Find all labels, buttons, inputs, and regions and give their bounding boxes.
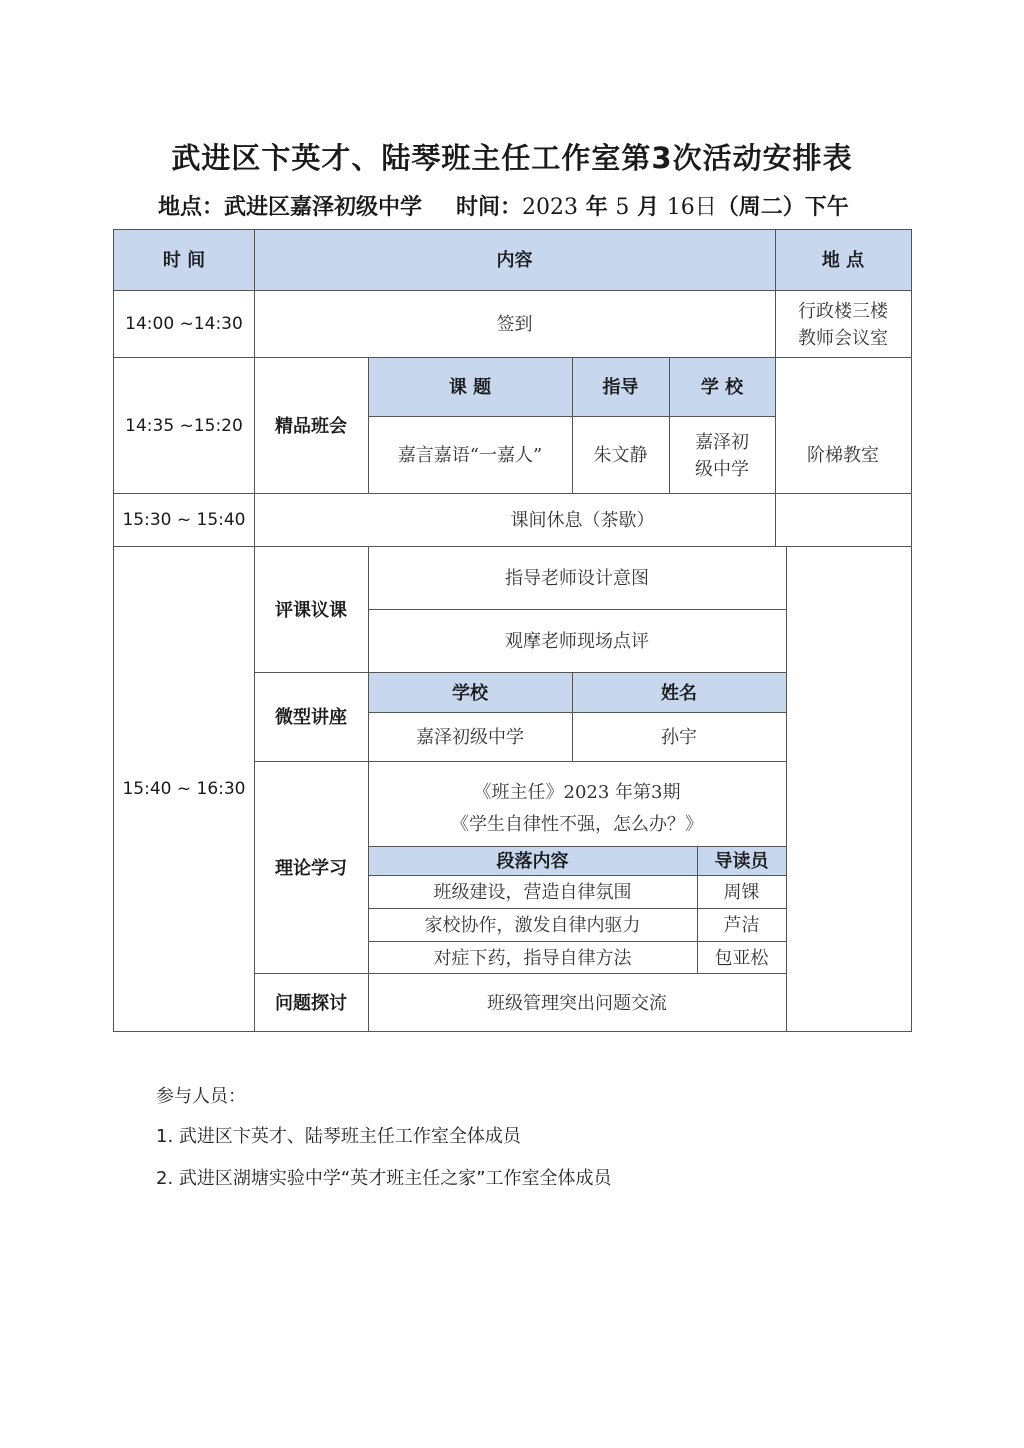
review-item-1: 指导老师设计意图 — [505, 568, 649, 589]
class-header-guide: 指导 — [572, 358, 669, 417]
year-unit: 年 — [585, 195, 608, 220]
theory-paragraph-1: 班级建设，营造自律氛围 — [433, 882, 632, 903]
checkin-time: 14:00 ~14:30 — [125, 314, 243, 334]
theory-reader-2: 芦洁 — [723, 915, 760, 936]
lecture-header-name: 姓名 — [572, 673, 786, 713]
review-label: 评课议课 — [275, 599, 347, 621]
subtitle — [158, 190, 849, 221]
class-school-line2: 级中学 — [695, 458, 749, 480]
header-time: 时 间 — [114, 230, 254, 291]
lecture-school: 嘉泽初级中学 — [416, 727, 524, 748]
break-content: 课间休息（茶歇） — [510, 510, 655, 531]
theory-line-1: 《班主任》2023 年第3期 — [473, 781, 681, 803]
review-item-2: 观摩老师现场点评 — [505, 631, 649, 652]
lecture-name: 孙宇 — [661, 727, 697, 748]
class-header-topic: 课 题 — [368, 358, 572, 417]
lecture-header-school: 学校 — [368, 673, 572, 713]
header-content: 内容 — [254, 230, 775, 291]
theory-paragraph-3: 对症下药，指导自律方法 — [433, 947, 632, 969]
day-value: 16日 — [666, 195, 717, 220]
participant-item-1: 1. 武进区卞英才、陆琴班主任工作室全体成员 — [156, 1126, 521, 1147]
class-time: 14:35 ~15:20 — [125, 415, 243, 436]
class-school — [669, 417, 775, 494]
participant-item-2: 2. 武进区湖塘实验中学“英才班主任之家”工作室全体成员 — [156, 1168, 612, 1189]
header-place: 地 点 — [775, 230, 911, 291]
month-value: 5 — [615, 195, 630, 220]
location-label: 地点： — [158, 195, 225, 220]
participants-heading: 参与人员： — [156, 1086, 246, 1107]
main-time: 15:40 ~ 16:30 — [122, 779, 246, 799]
theory-paragraph-2: 家校协作，激发自律内驱力 — [424, 915, 641, 936]
class-place: 阶梯教室 — [807, 445, 879, 466]
weekday: （周二） — [716, 195, 805, 220]
theory-reader-3: 包亚松 — [714, 947, 769, 969]
theory-line-2: 《学生自律性不强，怎么办？》 — [451, 813, 703, 835]
theory-header-reader: 导读员 — [697, 847, 786, 876]
theory-label: 理论学习 — [275, 857, 347, 879]
class-topic: 嘉言嘉语“一嘉人” — [397, 445, 543, 466]
class-header-school: 学 校 — [669, 358, 775, 417]
period: 下午 — [804, 195, 849, 220]
discussion-label: 问题探讨 — [275, 992, 347, 1014]
discussion-content: 班级管理突出问题交流 — [487, 992, 667, 1014]
time-label: 时间： — [456, 195, 523, 220]
class-guide: 朱文静 — [593, 445, 648, 466]
location-value: 武进区嘉泽初级中学 — [224, 195, 423, 220]
checkin-place-line2: 教师会议室 — [798, 327, 888, 349]
checkin-place — [775, 291, 911, 358]
year-value: 2023 — [522, 195, 579, 220]
checkin-content: 签到 — [496, 314, 533, 335]
lecture-label: 微型讲座 — [275, 707, 347, 728]
class-label: 精品班会 — [275, 415, 347, 437]
document-title: 武进区卞英才、陆琴班主任工作室第3次活动安排表 — [171, 141, 853, 175]
checkin-place-line1: 行政楼三楼 — [798, 300, 888, 322]
theory-reader-1: 周锞 — [723, 882, 760, 903]
break-time: 15:30 ~ 15:40 — [122, 510, 246, 530]
month-unit: 月 — [637, 195, 660, 220]
class-school-line1: 嘉泽初 — [695, 431, 749, 453]
theory-header-paragraph: 段落内容 — [368, 847, 697, 876]
